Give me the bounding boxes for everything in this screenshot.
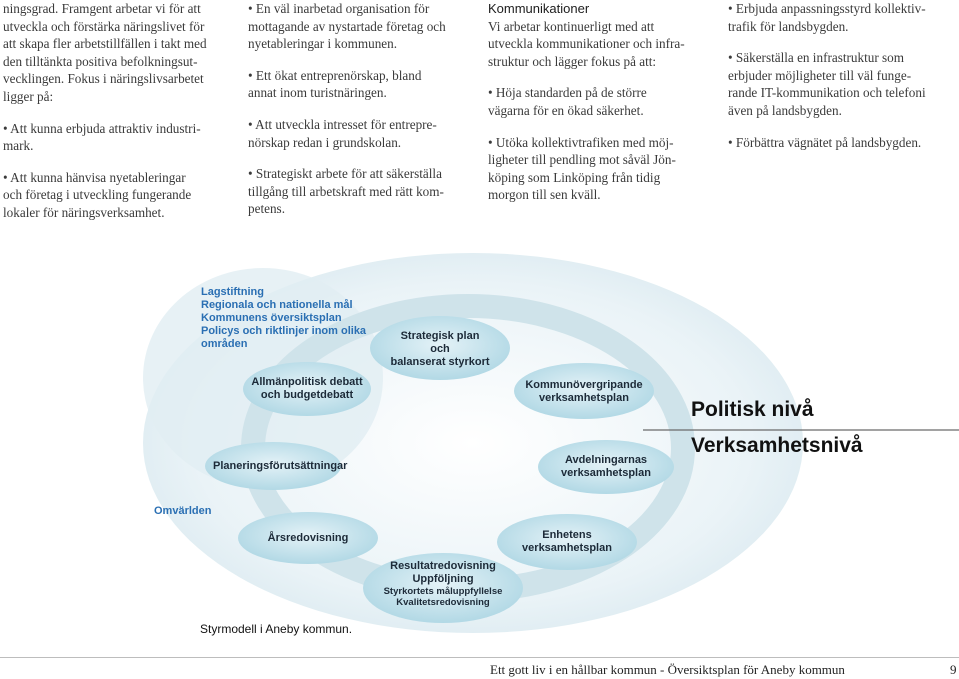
bullet-item: • Utöka kollektivtrafiken med möj- ligheter till pendling mot såväl Jön- köping som Linköping från tidig morgon till sen kväll. (488, 134, 676, 203)
bullet-item: • Att kunna hänvisa nyetableringar och företag i utveckling fungerande lokaler för näringsverksamhet. (3, 169, 192, 220)
section-heading: Kommunikationer (488, 1, 590, 16)
text-column-3 (488, 0, 710, 218)
footer-divider (0, 657, 959, 658)
node-unit-plan: Enhetens verksamhetsplan (522, 529, 612, 554)
steering-documents-list: Lagstiftning Regionala och nationella mål Kommunens översiktsplan Policys och riktlinjer inom olika områden (201, 286, 367, 350)
node-political-debate: Allmänpolitisk debatt och budgetdebatt (251, 376, 363, 401)
node-strategic-plan: Strategisk plan och balanserat styrkort (390, 330, 490, 368)
paragraph-intro: ningsgrad. Framgent arbetar vi för att utveckla och förstärka näringslivet för att skapa fler arbetstillfällen i takt med den tilltänkta positiva befolkningsut- vecklingen. Fokus i näringslivsarbetet ligger på: (3, 1, 207, 104)
bullet-item: • Säkerställa en infrastruktur som erbjuder möjligheter till väl funge- rande IT-kommunikation och telefoni även på landsbygden. (728, 50, 926, 118)
bullet-item: • En väl inarbetad organisation för mottagande av nystartade företag och nyetableringar i kommunen. (248, 1, 446, 52)
node-annual-report: Årsredovisning (267, 532, 349, 544)
text-column-2 (248, 0, 480, 232)
footer-title: Ett gott liv i en hållbar kommun - Översiktsplan för Aneby kommun (490, 662, 845, 677)
node-department-plan: Avdelningarnas verksamhetsplan (561, 454, 651, 479)
bullet-item: • Höja standarden på de större vägarna för en ökad säkerhet. (488, 85, 647, 118)
bullet-item: • Erbjuda anpassningsstyrd kollektiv- trafik för landsbygden. (728, 1, 926, 34)
page-number: 9 (950, 662, 957, 677)
node-planning-conditions: Planeringsförutsättningar (213, 460, 348, 472)
governance-model-diagram (143, 248, 959, 638)
figure-caption: Styrmodell i Aneby kommun. (200, 622, 353, 636)
bullet-item: • Ett ökat entreprenörskap, bland annat inom turistnäringen. (248, 67, 422, 101)
bullet-item: • Förbättra vägnätet på landsbygden. (728, 134, 922, 150)
text-column-4 (728, 0, 956, 165)
node-municipal-plan: Kommunövergripande verksamhetsplan (525, 379, 643, 404)
bullet-item: • Att utveckla intresset för entrepre- nörskap redan i grundskolan. (248, 116, 437, 150)
node-results-reporting: Resultatredovisning Uppföljning Styrkortets måluppfyllelse Kvalitetsredovisning (383, 560, 503, 608)
political-level-label: Politisk nivå (691, 398, 814, 421)
text-column-1 (3, 0, 231, 236)
section-communications: Kommunikationer Vi arbetar kontinuerligt med att utveckla kommunikationer och infra- struktur och lägger fokus på att: (488, 1, 685, 69)
bullet-item: • Strategiskt arbete för att säkerställa tillgång till arbetskraft med rätt kom- petens. (248, 166, 444, 217)
environment-label: Omvärlden (154, 505, 212, 517)
operational-level-label: Verksamhetsnivå (691, 434, 863, 457)
bullet-item: • Att kunna erbjuda attraktiv industri- mark. (3, 120, 201, 154)
